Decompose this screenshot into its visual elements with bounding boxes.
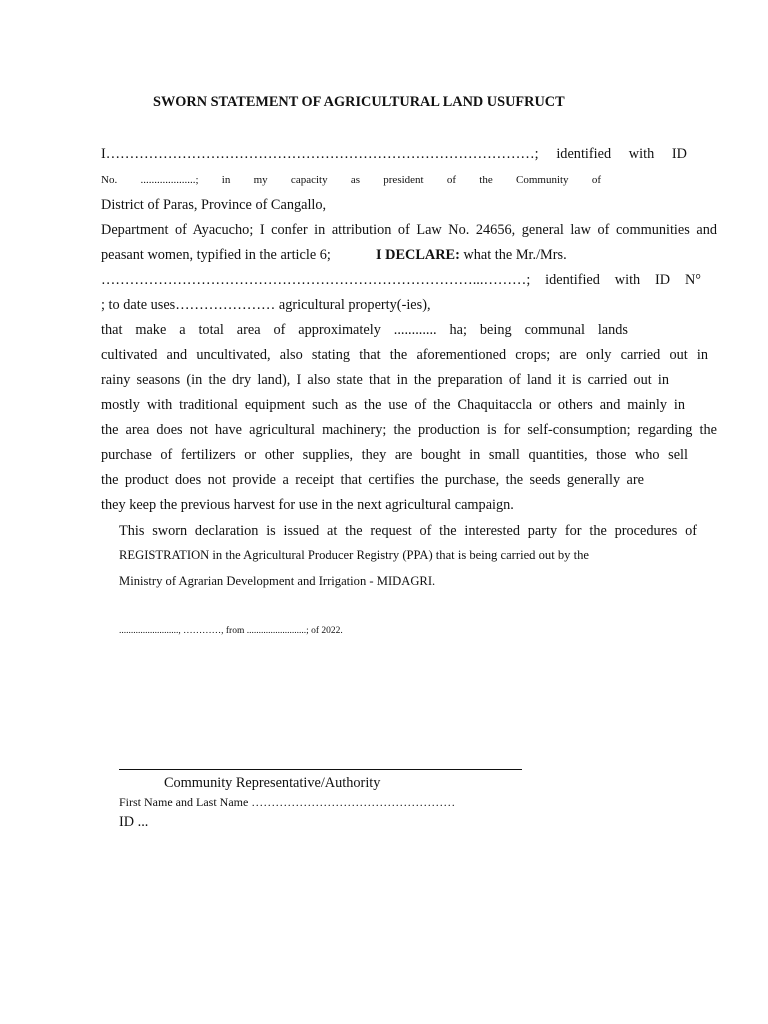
line-equipment: mostly with traditional equipment such as the use of the Chaquitaccla or others and mainly in [101, 397, 685, 413]
line-harvest: they keep the previous harvest for use in the next agricultural campaign. [101, 497, 514, 513]
declare-suffix: what the Mr./Mrs. [463, 247, 567, 263]
signature-role: Community Representative/Authority [164, 775, 381, 791]
line-fertilizers: purchase of fertilizers or other supplies, they are bought in small quantities, those who sell [101, 447, 688, 463]
line-beneficiary: ……………………………………………………………………...………; identified with ID N° [101, 272, 701, 288]
signature-name-field: First Name and Last Name …………………………………………… [119, 795, 456, 809]
line-ministry: Ministry of Agrarian Development and Irrigation - MIDAGRI. [119, 574, 436, 588]
line-seasons: rainy seasons (in the dry land), I also state that in the preparation of land it is carried out in [101, 372, 669, 388]
line-uses: ; to date uses………………… agricultural property(-ies), [101, 297, 431, 313]
line-issued: This sworn declaration is issued at the request of the interested party for the procedures of [119, 523, 697, 539]
line-machinery: the area does not have agricultural machinery; the production is for self-consumption; regarding the [101, 422, 717, 438]
line-district: District of Paras, Province of Cangallo, [101, 197, 327, 213]
document-title: SWORN STATEMENT OF AGRICULTURAL LAND USUFRUCT [153, 94, 565, 110]
line-receipt: the product does not provide a receipt that certifies the purchase, the seeds generally are [101, 472, 644, 488]
line-declarant-name: I………………………………………………………………………………; identified with ID [101, 146, 687, 162]
line-area: that make a total area of approximately ............ ha; being communal lands [101, 322, 628, 338]
declare-prefix: peasant women, typified in the article 6; [101, 247, 331, 263]
line-crops: cultivated and uncultivated, also stating that the aforementioned crops; are only carried out in [101, 347, 708, 363]
line-registration: REGISTRATION in the Agricultural Producer Registry (PPA) that is being carried out by the [119, 548, 589, 562]
line-declare [101, 246, 567, 264]
signature-id-field: ID ... [119, 814, 149, 830]
line-department: Department of Ayacucho; I confer in attribution of Law No. 24656, general law of communities and [101, 222, 717, 238]
line-id-capacity: No. ....................; in my capacity as president of the Community of [101, 174, 601, 186]
signature-line [119, 769, 522, 770]
declare-keyword: I DECLARE: [376, 247, 460, 263]
date-line: ........................., …………, from .........................; of 2022. [119, 626, 343, 636]
